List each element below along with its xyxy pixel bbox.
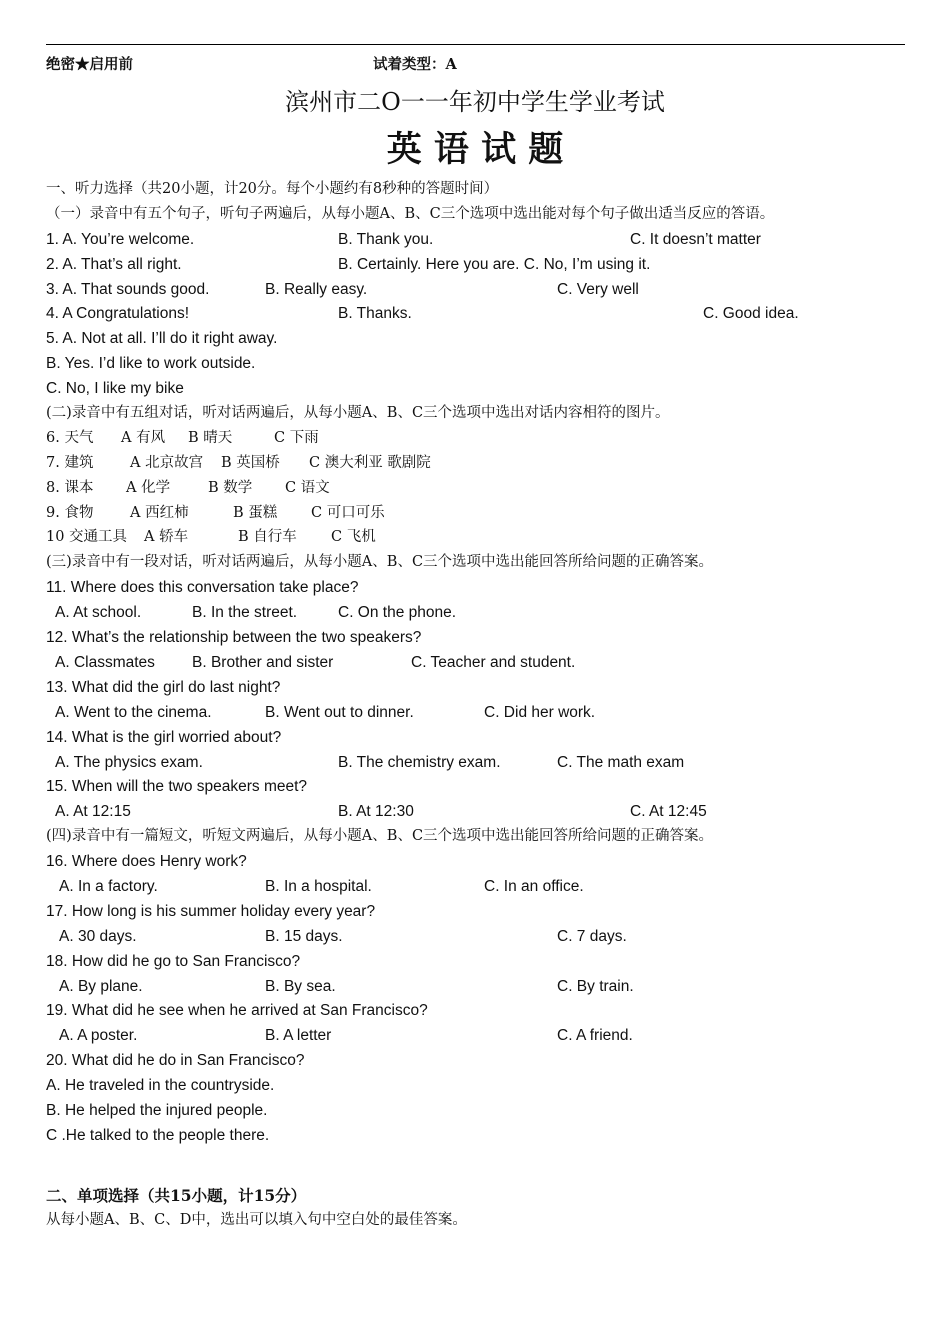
q12-option-a: A. Classmates [55, 654, 155, 671]
q15-question: 15. When will the two speakers meet? [46, 778, 308, 795]
q11-option-a: A. At school. [55, 604, 142, 621]
q4-option-b: B. Thanks. [338, 305, 412, 322]
q5-option-a: 5. A. Not at all. I’ll do it right away. [46, 330, 278, 347]
q19-option-a: A. A poster. [59, 1027, 138, 1044]
confidential-label: 绝密★启用前 [46, 56, 133, 73]
q18-question: 18. How did he go to San Francisco? [46, 953, 301, 970]
sec2-instruction: (二)录音中有五组对话，听对话两遍后，从每小题A、B、C三个选项中选出对话内容相符的图片。 [46, 405, 670, 421]
q18-option-b: B. By sea. [265, 978, 336, 995]
q14-option-b: B. The chemistry exam. [338, 754, 501, 771]
q3-option-a: 3. A. That sounds good. [46, 281, 210, 298]
q7-topic: 7. 建筑 [46, 455, 94, 471]
q12-option-b: B. Brother and sister [192, 654, 334, 671]
q7-option-a: A 北京故宫 [130, 455, 204, 471]
q17-option-c: C. 7 days. [557, 928, 627, 945]
q17-question: 17. How long is his summer holiday every year? [46, 903, 376, 920]
q3-option-c: C. Very well [557, 281, 639, 298]
q8-option-a: A 化学 [126, 480, 171, 496]
q6-option-b: B 晴天 [188, 430, 233, 446]
q15-option-a: A. At 12:15 [55, 803, 131, 820]
sec4-instruction: (四)录音中有一篇短文，听短文两遍后，从每小题A、B、C三个选项中选出能回答所给问题的正确答案。 [46, 828, 714, 844]
q6-topic: 6. 天气 [46, 430, 94, 446]
q20-option-c: C .He talked to the people there. [46, 1127, 270, 1144]
q20-option-a: A. He traveled in the countryside. [46, 1077, 275, 1094]
q18-option-a: A. By plane. [59, 978, 143, 995]
q1-option-b: B. Thank you. [338, 231, 434, 248]
q13-option-b: B. Went out to dinner. [265, 704, 414, 721]
q20-option-b: B. He helped the injured people. [46, 1102, 268, 1119]
q11-option-c: C. On the phone. [338, 604, 457, 621]
q14-option-a: A. The physics exam. [55, 754, 203, 771]
q10-topic: 10 交通工具 [46, 529, 128, 545]
q11-question: 11. Where does this conversation take place? [46, 579, 359, 596]
sec3-instruction: (三)录音中有一段对话，听对话两遍后，从每小题A、B、C三个选项中选出能回答所给问题的正确答案。 [46, 554, 714, 570]
paper-type-label: 试着类型：A [373, 56, 457, 73]
q18-option-c: C. By train. [557, 978, 634, 995]
q7-option-c: C 澳大利亚 歌剧院 [309, 455, 431, 471]
q19-question: 19. What did he see when he arrived at San Francisco? [46, 1002, 428, 1019]
q9-option-a: A 西红柿 [130, 505, 189, 521]
q6-option-c: C 下雨 [274, 430, 319, 446]
q9-topic: 9. 食物 [46, 505, 94, 521]
q13-question: 13. What did the girl do last night? [46, 679, 281, 696]
q12-option-c: C. Teacher and student. [411, 654, 576, 671]
q4-option-a: 4. A Congratulations! [46, 305, 190, 322]
sec1-instruction: （一）录音中有五个句子，听句子两遍后，从每小题A、B、C三个选项中选出能对每个句子做出适当反应的答语。 [46, 206, 775, 222]
q11-option-b: B. In the street. [192, 604, 298, 621]
q15-option-c: C. At 12:45 [630, 803, 707, 820]
q15-option-b: B. At 12:30 [338, 803, 414, 820]
part1-heading: 一、听力选择（共20小题，计20分。每个小题约有8秒种的答题时间） [46, 181, 499, 197]
q19-option-c: C. A friend. [557, 1027, 633, 1044]
q16-option-a: A. In a factory. [59, 878, 158, 895]
q5-option-c: C. No, I like my bike [46, 380, 184, 397]
q9-option-c: C 可口可乐 [311, 505, 385, 521]
q1-option-c: C. It doesn’t matter [630, 231, 761, 248]
part2-heading: 二、单项选择（共15小题，计15分） [46, 1186, 307, 1205]
q7-option-b: B 英国桥 [221, 455, 280, 471]
q1-option-a: 1. A. You’re welcome. [46, 231, 195, 248]
q4-option-c: C. Good idea. [703, 305, 799, 322]
part2-instruction: 从每小题A、B、C、D中，选出可以填入句中空白处的最佳答案。 [46, 1212, 467, 1228]
q20-question: 20. What did he do in San Francisco? [46, 1052, 305, 1069]
q8-option-b: B 数学 [208, 480, 253, 496]
q10-option-a: A 轿车 [144, 529, 189, 545]
exam-title: 滨州市二O一一年初中学生学业考试 [285, 88, 665, 116]
q10-option-c: C 飞机 [331, 529, 376, 545]
q17-option-a: A. 30 days. [59, 928, 137, 945]
q13-option-a: A. Went to the cinema. [55, 704, 212, 721]
header-rule [46, 44, 905, 45]
q8-topic: 8. 课本 [46, 480, 94, 496]
q17-option-b: B. 15 days. [265, 928, 343, 945]
q10-option-b: B 自行车 [238, 529, 297, 545]
q12-question: 12. What’s the relationship between the two speakers? [46, 629, 422, 646]
q16-question: 16. Where does Henry work? [46, 853, 247, 870]
q19-option-b: B. A letter [265, 1027, 332, 1044]
q14-option-c: C. The math exam [557, 754, 685, 771]
q5-option-b: B. Yes. I’d like to work outside. [46, 355, 256, 372]
subject-title: 英 语 试 题 [386, 129, 564, 170]
q2-option-a: 2. A. That’s all right. [46, 256, 182, 273]
q9-option-b: B 蛋糕 [233, 505, 278, 521]
q16-option-c: C. In an office. [484, 878, 584, 895]
q6-option-a: A 有风 [121, 430, 166, 446]
q8-option-c: C 语文 [285, 480, 330, 496]
q14-question: 14. What is the girl worried about? [46, 729, 282, 746]
q2-option-bc: B. Certainly. Here you are. C. No, I’m using it. [338, 256, 651, 273]
q3-option-b: B. Really easy. [265, 281, 368, 298]
q16-option-b: B. In a hospital. [265, 878, 372, 895]
q13-option-c: C. Did her work. [484, 704, 596, 721]
